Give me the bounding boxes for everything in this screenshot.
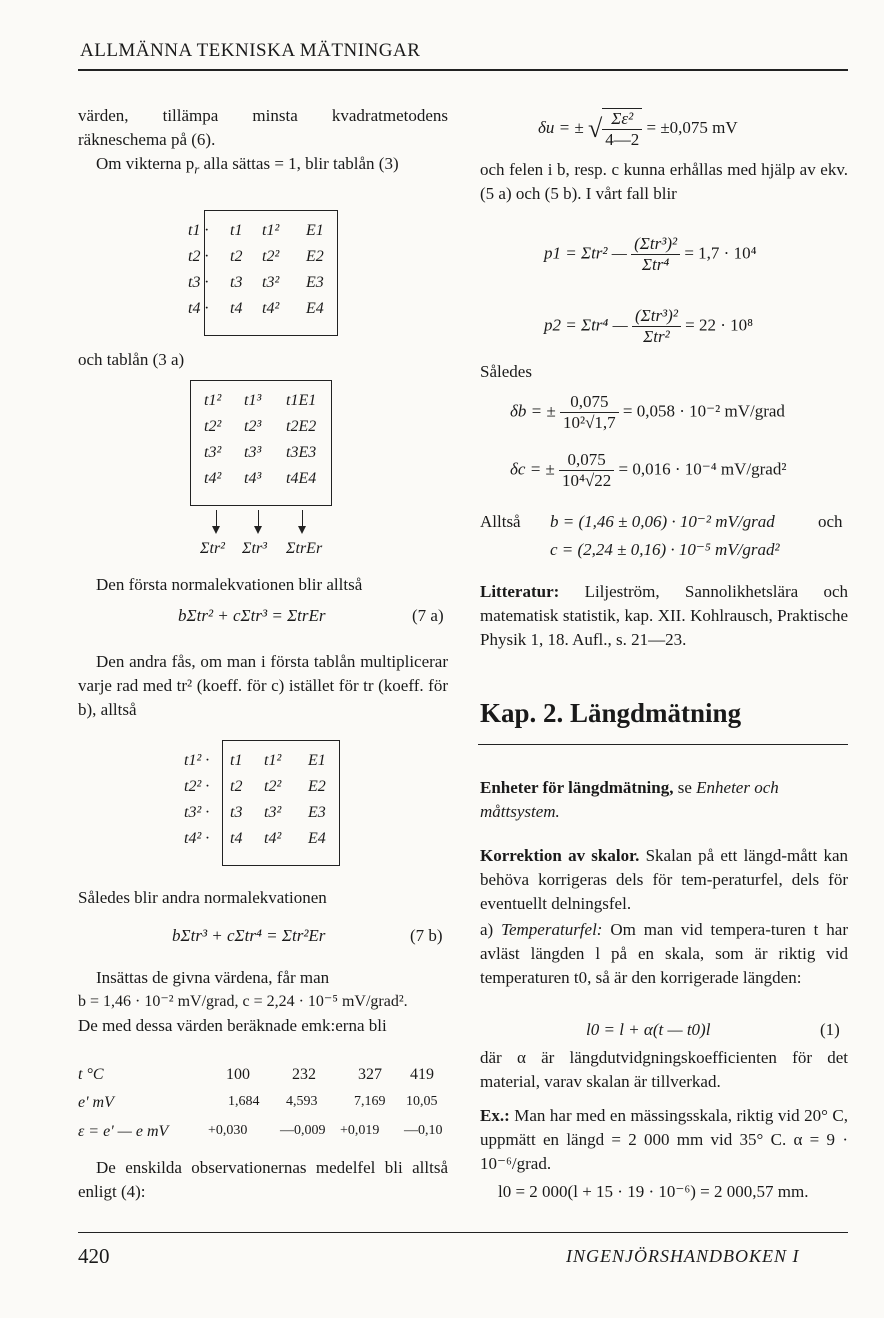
tb-r3-c4: E3 [308,804,326,821]
left-paragraph-1: värden, tillämpa minsta kvadratmetodens räkneschema på (6). [78,106,448,149]
tb-r2-c2: t2 [230,778,243,795]
sum-tr3: Σtr³ [242,540,267,557]
dt-label-2: e' mV [78,1094,114,1111]
t3a-r3-c3: t3E3 [286,444,317,461]
arrow-head-2 [254,526,262,534]
t3-r4-c1: t4 · [188,300,209,317]
literature-label: Litteratur: [480,582,560,601]
sum-trEr: ΣtrEr [286,540,323,557]
t3a-r2-c3: t2E2 [286,418,317,435]
left-paragraph-2: Om vikterna $p_r$ alla sättas = 1, blir tablån (3) [96,154,399,177]
equation-p2: p2 = Σtr⁴ — $\frac{\text{(Σtr³)²}}{\text{Σtr²}}$ = 22 · 10⁸ [544,306,754,346]
dt-r3-v1: +0,030 [208,1123,248,1138]
sum-tr2: Σtr² [200,540,225,557]
t3-r2-c1: t2 · [188,248,209,265]
t3-r2-c2: t2 [230,248,243,265]
t3-r3-c4: E3 [306,274,324,291]
tb-r1-c3: t1² [264,752,282,769]
tb-r4-c2: t4 [230,830,243,847]
tb-r4-c3: t4² [264,830,282,847]
equation-7a: bΣtr² + cΣtr³ = ΣtrEr [178,606,326,625]
t3a-r4-c3: t4E4 [286,470,317,487]
tb-r2-c1: t2² · [184,778,210,795]
header-rule [78,69,848,71]
delta-u-rhs: = ±0,075 mV [646,117,738,137]
t3a-r3-c2: t3³ [244,444,262,461]
left-paragraph-7 [78,966,448,1038]
t3a-r1-c1: t1² [204,392,222,409]
alpha-paragraph: där α är längdutvidgningskoefficienten för det material, varav skalan är tillverkad. [480,1048,848,1091]
t3a-r1-c2: t1³ [244,392,262,409]
tb-r4-c4: E4 [308,830,326,847]
t3-r2-c4: E2 [306,248,324,265]
literature [480,580,848,652]
result-b: b = (1,46 ± 0,06) · 10⁻² mV/grad [550,512,775,531]
dt-r1-v3: 327 [358,1066,382,1083]
left-paragraph-8: De enskilda observationernas medelfel bli alltså enligt (4): [78,1158,448,1201]
t3-r1-c4: E1 [306,222,324,239]
left-p7-line2: b = 1,46 · 10⁻² mV/grad, c = 2,24 · 10⁻⁵ mV/grad². [78,993,408,1010]
t3a-r1-c3: t1E1 [286,392,317,409]
tb-r2-c4: E2 [308,778,326,795]
t3a-r2-c1: t2² [204,418,222,435]
t3-r4-c4: E4 [306,300,324,317]
right-paragraph-1: och felen i b, resp. c kunna erhållas med hjälp av ekv. (5 a) och (5 b). I vårt fall blir [480,160,848,203]
chapter-heading: Kap. 2. Längdmätning [480,698,742,728]
left-p7-line1: Insättas de givna värdena, får man [96,968,330,987]
dt-label-3: ε = e' — e mV [78,1123,169,1140]
delta-u-frac: $\frac{\text{Σε²}}{4—2}$ [602,108,642,150]
t3-r4-c3: t4² [262,300,280,317]
dt-label-1: t °C [78,1066,104,1083]
tb-r3-c3: t3² [264,804,282,821]
tb-r2-c3: t2² [264,778,282,795]
t3a-r4-c1: t4² [204,470,222,487]
equation-7a-label: (7 a) [412,606,444,625]
alltsa-label: Alltså [480,512,521,531]
dt-r3-v3: +0,019 [340,1123,380,1138]
dt-r1-v4: 419 [410,1066,434,1083]
t3a-r3-c1: t3² [204,444,222,461]
temperaturfel-paragraph: a) Temperaturfel: Om man vid tempera-turen t har avläst längden l på en skala, som är riktig vid temperaturen t0, så är den korrigerade längden: [480,920,848,987]
right-saledes: Således [480,362,532,381]
result-c: c = (2,24 ± 0,16) · 10⁻⁵ mV/grad² [550,540,780,559]
tb-r1-c2: t1 [230,752,243,769]
left-paragraph-5: Den andra fås, om man i första tablån multiplicerar varje rad med tr² (koeff. för c) istället för tr (koeff. för b), alltså [78,652,448,719]
running-header: ALLMÄNNA TEKNISKA MÄTNINGAR [80,40,421,61]
equation-7b: bΣtr³ + cΣtr⁴ = Σtr²Er [172,926,326,945]
left-p7-line3: De med dessa värden beräknade emk:erna bli [78,1016,387,1035]
page-number: 420 [78,1244,110,1268]
enheter-paragraph: Enheter för längdmätning, se Enheter och måttsystem. [480,778,779,821]
t3-r2-c3: t2² [262,248,280,265]
t3a-r4-c2: t4³ [244,470,262,487]
tb-r1-c4: E1 [308,752,326,769]
dt-r2-v4: 10,05 [406,1094,438,1109]
dt-r2-v2: 4,593 [286,1094,318,1109]
dt-r3-v2: —0,009 [280,1123,326,1138]
dt-r2-v1: 1,684 [228,1094,260,1109]
footer-rule [78,1232,848,1233]
dt-r1-v1: 100 [226,1066,250,1083]
equation-p1: p1 = Σtr² — $\frac{\text{(Σtr³)²}}{\text{Σtr⁴}}$ = 1,7 · 10⁴ [544,234,757,274]
example-paragraph: Ex.: Man har med en mässingsskala, riktig vid 20° C, uppmätt en längd = 2 000 mm vid 35° C. α = 9 · 10⁻⁶/grad. [480,1106,848,1173]
sqrt-sign: √ [587,114,603,143]
chapter-rule [478,744,848,745]
t3-r1-c3: t1² [262,222,280,239]
equation-delta-c: δc = ± $\frac{0,075}{\text{10⁴√22}}$ = 0,016 · 10⁻⁴ mV/grad² [510,450,787,490]
dt-r2-v3: 7,169 [354,1094,386,1109]
korrektion-paragraph: Korrektion av skalor. Skalan på ett längd-mått kan behöva korrigeras dels för tem-peraturfel, dels för eventuellt delningsfel. [480,846,849,913]
arrow-head-1 [212,526,220,534]
tb-r4-c1: t4² · [184,830,210,847]
left-paragraph-6: Således blir andra normalekvationen [78,888,327,907]
left-paragraph-4: Den första normalekvationen blir alltså [96,575,363,594]
t3-r3-c2: t3 [230,274,243,291]
equation-7b-label: (7 b) [410,926,443,945]
example-equation: l0 = 2 000(l + 15 · 19 · 10⁻⁶) = 2 000,57 mm. [498,1182,809,1201]
delta-u-lhs: δu = ± [538,117,584,137]
equation-delta-u [538,108,738,150]
tb-r1-c1: t1² · [184,752,210,769]
arrow-head-3 [298,526,306,534]
result-och: och [818,512,843,531]
left-paragraph-3: och tablån (3 a) [78,350,185,369]
book-title: INGENJÖRSHANDBOKEN I [566,1246,800,1266]
equation-1: l0 = l + α(t — t0)l [586,1020,711,1039]
equation-delta-b: δb = ± $\frac{0,075}{\text{10²√1,7}}$ = 0,058 · 10⁻² mV/grad [510,392,785,432]
t3-r3-c3: t3² [262,274,280,291]
tb-r3-c2: t3 [230,804,243,821]
t3-r3-c1: t3 · [188,274,209,291]
t3-r1-c1: t1 · [188,222,209,239]
t3-r4-c2: t4 [230,300,243,317]
tb-r3-c1: t3² · [184,804,210,821]
t3-r1-c2: t1 [230,222,243,239]
t3a-r2-c2: t2³ [244,418,262,435]
equation-1-label: (1) [820,1020,840,1039]
dt-r3-v4: —0,10 [404,1123,443,1138]
dt-r1-v2: 232 [292,1066,316,1083]
literature-text: Liljeström, Sannolikhetslära och matematisk statistik, kap. XII. Kohlrausch, Praktische Physik 1, 18. Aufl., s. 21—23. [480,582,848,649]
